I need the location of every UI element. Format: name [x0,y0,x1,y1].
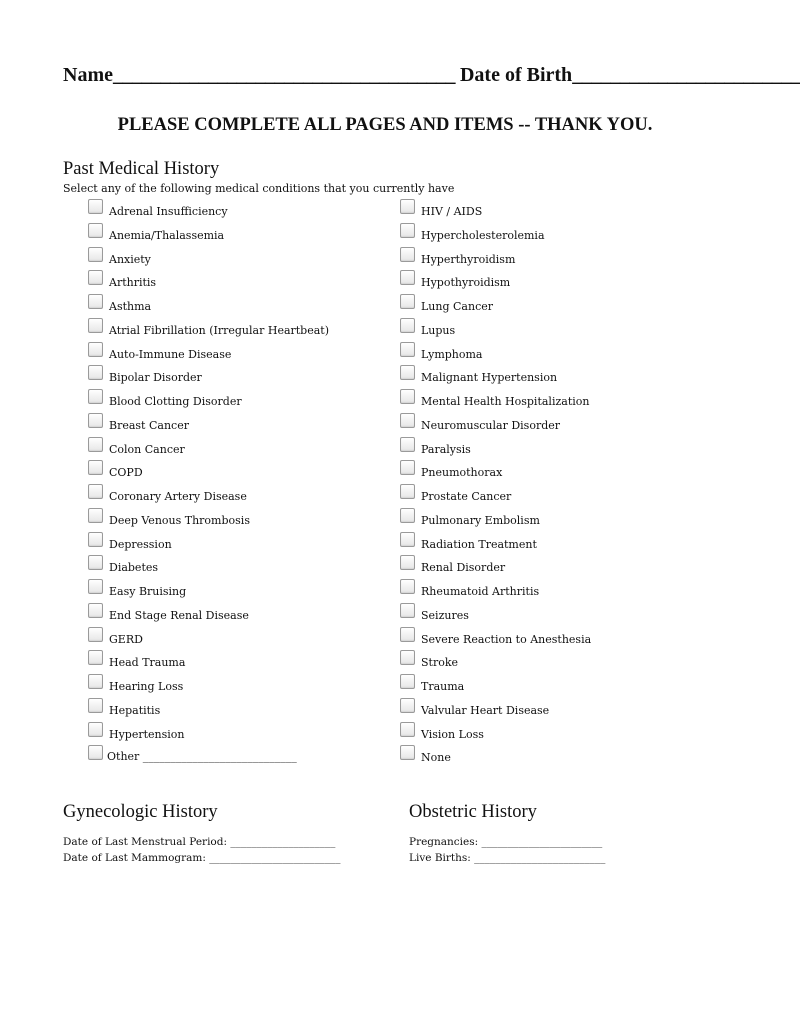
dob-field[interactable]: ________________________ [572,64,800,86]
condition-label: Lupus [421,323,456,337]
patient-header [63,64,800,87]
condition-checkbox[interactable] [400,508,415,523]
condition-label: Valvular Heart Disease [421,703,550,717]
instructions-text: Select any of the following medical conditions that you currently have [63,182,455,195]
completion-notice: PLEASE COMPLETE ALL PAGES AND ITEMS -- THANK YOU. [117,115,653,135]
condition-checkbox[interactable] [88,437,103,452]
condition-label: Trauma [421,680,465,693]
condition-label: Coronary Artery Disease [109,490,247,503]
condition-label: Vision Loss [421,727,484,741]
condition-checkbox[interactable] [88,603,103,618]
condition-label: Blood Clotting Disorder [109,395,242,408]
condition-checkbox[interactable] [88,745,103,760]
condition-label: Pulmonary Embolism [421,513,540,527]
condition-checkbox[interactable] [88,342,103,357]
condition-checkbox[interactable] [88,365,103,380]
condition-label: COPD [109,466,143,480]
condition-checkbox[interactable] [400,674,415,689]
condition-label: Diabetes [109,561,159,575]
obstetric-history-title: Obstetric History [409,802,537,822]
pregnancies-field[interactable]: Pregnancies: _______________________ [409,836,603,848]
condition-checkbox[interactable] [88,532,103,547]
name-field[interactable]: ____________________________________ [112,64,455,86]
condition-checkbox[interactable] [400,342,415,357]
condition-checkbox[interactable] [88,270,103,285]
condition-label: Arthritis [109,276,157,290]
condition-checkbox[interactable] [400,745,415,760]
condition-label: Head Trauma [109,656,186,670]
condition-label: Severe Reaction to Anesthesia [421,632,592,646]
condition-label: Stroke [421,656,459,670]
condition-checkbox[interactable] [400,603,415,618]
condition-label: Bipolar Disorder [109,371,202,385]
condition-checkbox[interactable] [88,650,103,665]
condition-label: Breast Cancer [109,418,189,432]
condition-label: Paralysis [421,442,471,456]
last-mammogram-field[interactable]: Date of Last Mammogram: _________________________ [63,852,341,864]
condition-checkbox[interactable] [400,627,415,642]
condition-label: Renal Disorder [421,561,506,575]
condition-checkbox[interactable] [88,247,103,262]
last-menstrual-period-field[interactable]: Date of Last Menstrual Period: ____________________ [63,836,336,848]
condition-label: Other ____________________________ [107,750,297,764]
condition-checkbox[interactable] [88,389,103,404]
condition-checkbox[interactable] [400,650,415,665]
condition-checkbox[interactable] [400,555,415,570]
condition-label: Hepatitis [109,703,161,717]
condition-label: Deep Venous Thrombosis [109,513,250,527]
condition-checkbox[interactable] [400,270,415,285]
condition-label: Auto-Immune Disease [109,347,232,361]
condition-label: HIV / AIDS [421,205,483,218]
condition-label: Hyperthyroidism [421,252,516,266]
condition-label: Lymphoma [421,347,483,361]
condition-checkbox[interactable] [400,532,415,547]
condition-checkbox[interactable] [400,199,415,214]
condition-checkbox[interactable] [88,413,103,428]
condition-checkbox[interactable] [88,199,103,214]
name-label: Name [63,64,113,86]
condition-checkbox[interactable] [88,484,103,499]
condition-label: Asthma [109,300,152,313]
condition-label: Mental Health Hospitalization [421,395,590,408]
condition-label: Depression [109,537,172,551]
condition-checkbox[interactable] [88,698,103,713]
condition-checkbox[interactable] [400,318,415,333]
condition-label: Colon Cancer [109,442,185,456]
condition-checkbox[interactable] [88,223,103,238]
condition-checkbox[interactable] [400,460,415,475]
condition-checkbox[interactable] [400,698,415,713]
condition-checkbox[interactable] [400,247,415,262]
condition-label: Radiation Treatment [421,537,537,551]
condition-label: None [421,751,451,765]
condition-checkbox[interactable] [400,365,415,380]
condition-label: Hypertension [109,727,185,741]
condition-checkbox[interactable] [400,437,415,452]
condition-checkbox[interactable] [400,722,415,737]
condition-checkbox[interactable] [88,674,103,689]
condition-label: Rheumatoid Arthritis [421,585,540,598]
condition-label: Anxiety [109,252,151,266]
condition-checkbox[interactable] [400,413,415,428]
condition-label: Hypercholesterolemia [421,228,545,242]
condition-checkbox[interactable] [88,294,103,309]
condition-label: Lung Cancer [421,300,493,313]
condition-checkbox[interactable] [400,223,415,238]
past-medical-history-title: Past Medical History [63,159,220,179]
condition-checkbox[interactable] [88,627,103,642]
condition-label: Anemia/Thalassemia [109,228,225,242]
condition-checkbox[interactable] [88,579,103,594]
condition-label: Seizures [421,608,469,622]
condition-label: Malignant Hypertension [421,371,558,385]
live-births-field[interactable]: Live Births: _________________________ [409,852,606,864]
condition-label: Neuromuscular Disorder [421,418,561,432]
condition-label: Pneumothorax [421,466,503,480]
condition-checkbox[interactable] [88,318,103,333]
condition-label: Atrial Fibrillation (Irregular Heartbeat) [109,323,330,337]
condition-checkbox[interactable] [88,555,103,570]
dob-label: Date of Birth [459,64,573,86]
condition-checkbox[interactable] [400,579,415,594]
condition-label: Hypothyroidism [421,276,511,290]
condition-label: Prostate Cancer [421,490,512,503]
condition-label: Easy Bruising [109,585,187,598]
condition-label: Hearing Loss [109,680,184,693]
condition-checkbox[interactable] [400,484,415,499]
condition-checkbox[interactable] [88,508,103,523]
condition-label: Adrenal Insufficiency [109,205,228,218]
condition-label: GERD [109,632,143,646]
condition-checkbox[interactable] [400,389,415,404]
condition-checkbox[interactable] [88,460,103,475]
condition-checkbox[interactable] [400,294,415,309]
gynecologic-history-title: Gynecologic History [63,802,218,822]
condition-label: End Stage Renal Disease [109,608,249,622]
condition-checkbox[interactable] [88,722,103,737]
